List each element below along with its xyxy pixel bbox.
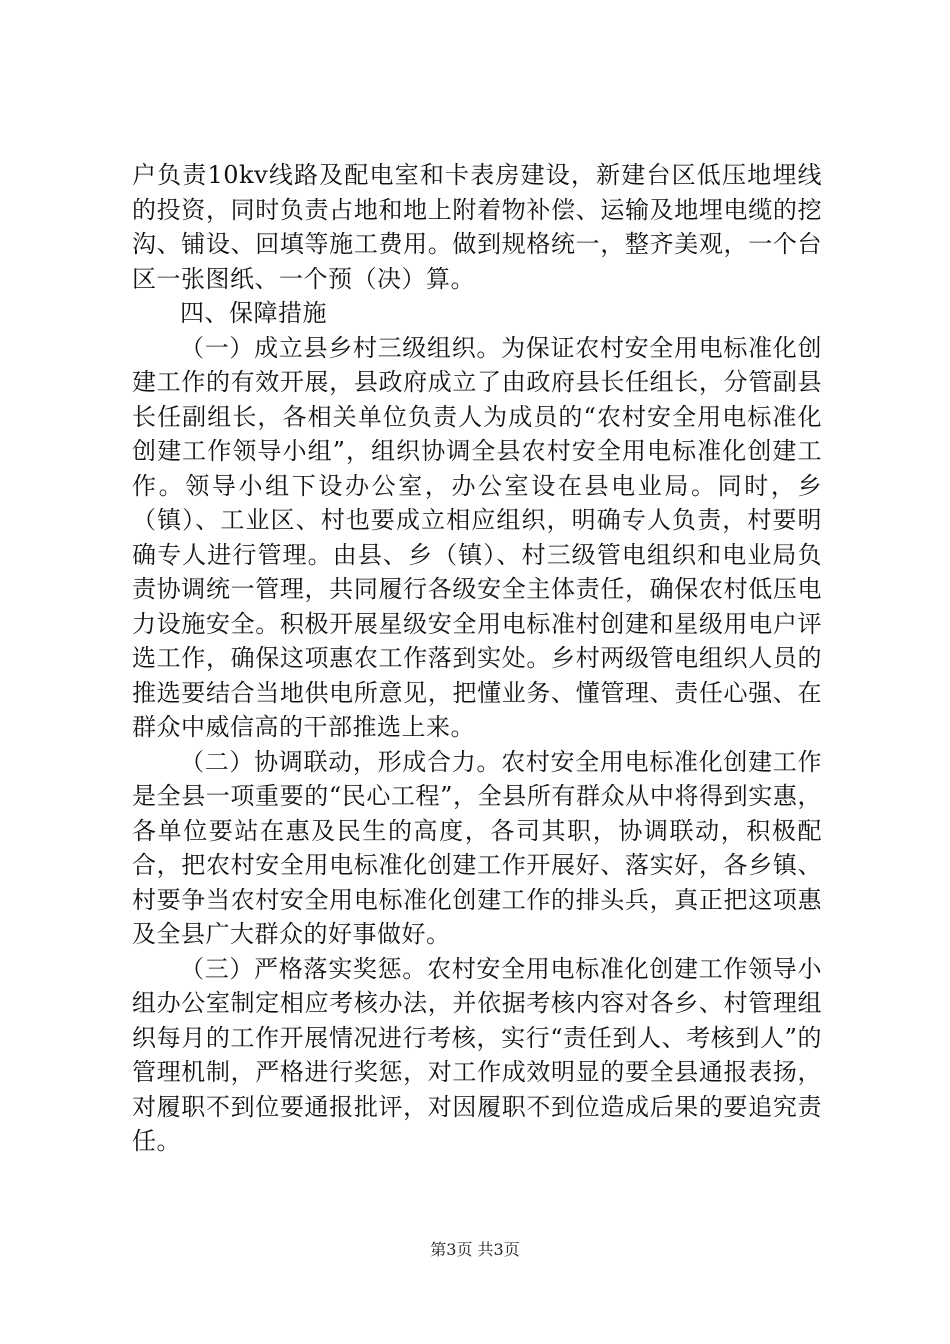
paragraph-continuation: 户负责10kv线路及配电室和卡表房建设，新建台区低压地埋线的投资，同时负责占地和地上附着物补偿、运输及地埋电缆的挖沟、铺设、回填等施工费用。做到规格统一，整齐美观，一个台区一张图纸、一个预（决）算。 (132, 161, 822, 293)
paragraph-rewards-penalties: （三）严格落实奖惩。农村安全用电标准化创建工作领导小组办公室制定相应考核办法，并依据考核内容对各乡、村管理组织每月的工作开展情况进行考核，实行“责任到人、考核到人”的管理机制，严格进行奖惩，对工作成效明显的要全县通报表扬，对履职不到位要通报批评，对因履职不到位造成后果的要追究责任。 (132, 954, 822, 1155)
document-body (132, 158, 822, 1159)
section-heading: 四、保障措施 (180, 299, 327, 327)
paragraph-coordination: （二）协调联动，形成合力。农村安全用电标准化创建工作是全县一项重要的“民心工程”，全县所有群众从中将得到实惠，各单位要站在惠及民生的高度，各司其职，协调联动，积极配合，把农村安全用电标准化创建工作开展好、落实好，各乡镇、村要争当农村安全用电标准化创建工作的排头兵，真正把这项惠及全县广大群众的好事做好。 (132, 747, 822, 948)
page-footer: 第3页 共3页 (430, 1240, 520, 1259)
paragraph-organization: （一）成立县乡村三级组织。为保证农村安全用电标准化创建工作的有效开展，县政府成立了由政府县长任组长，分管副县长任副组长，各相关单位负责人为成员的“农村安全用电标准化创建工作领导小组”，组织协调全县农村安全用电标准化创建工作。领导小组下设办公室，办公室设在县电业局。同时，乡（镇）、工业区、村也要成立相应组织，明确专人负责，村要明确专人进行管理。由县、乡（镇）、村三级管电组织和电业局负责协调统一管理，共同履行各级安全主体责任，确保农村低压电力设施安全。积极开展星级安全用电标准村创建和星级用电户评选工作，确保这项惠农工作落到实处。乡村两级管电组织人员的推选要结合当地供电所意见，把懂业务、懂管理、责任心强、在群众中威信高的干部推选上来。 (132, 333, 822, 741)
